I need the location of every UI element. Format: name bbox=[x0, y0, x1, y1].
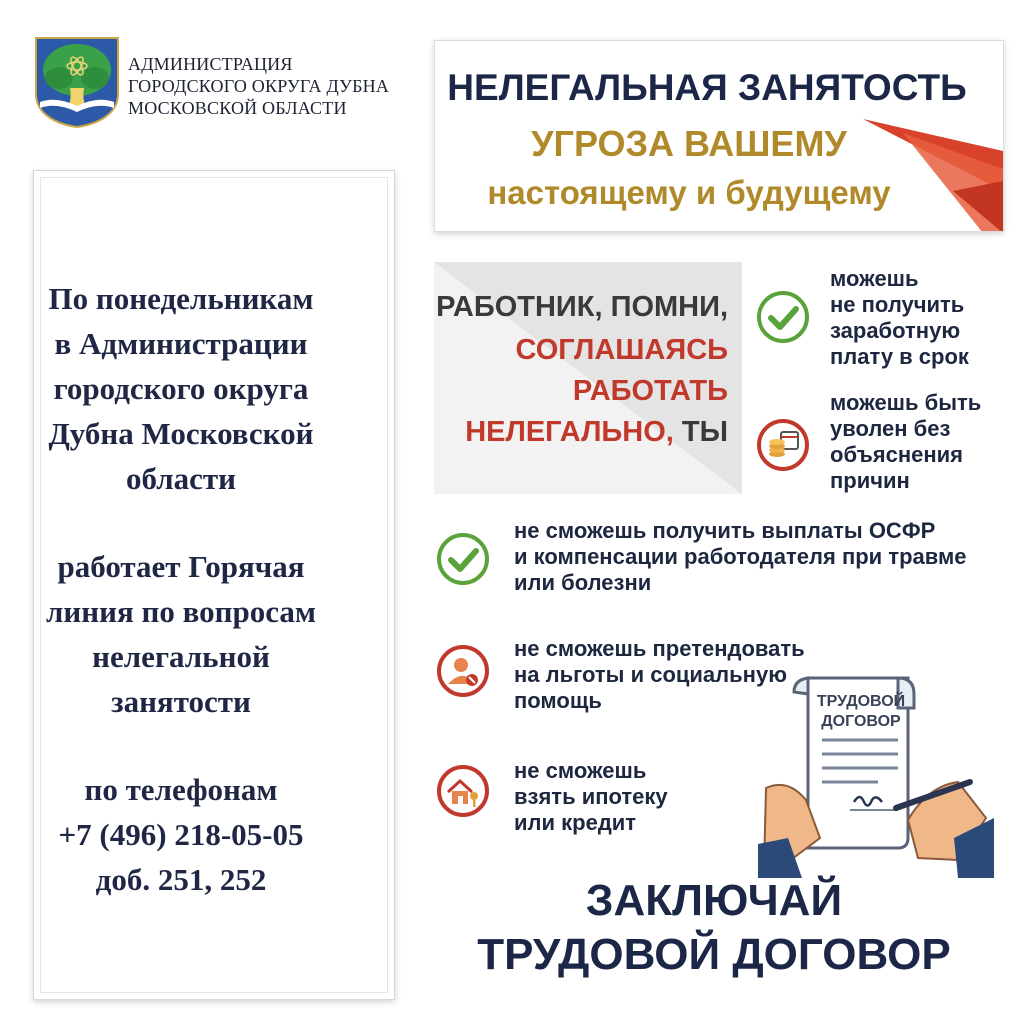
info-line: по телефонам bbox=[84, 772, 278, 807]
org-line-2: ГОРОДСКОГО ОКРУГА ДУБНА bbox=[128, 76, 390, 96]
person-blocked-icon bbox=[436, 644, 490, 698]
phone-number: +7 (496) 218-05-05 bbox=[58, 817, 304, 852]
organization-name bbox=[128, 53, 389, 119]
info-line: в Администрации bbox=[54, 326, 308, 361]
contract-label-line-1: ТРУДОВОЙ bbox=[816, 693, 906, 710]
cta-line-1: ЗАКЛЮЧАЙ bbox=[585, 876, 843, 925]
worker-line-4a: НЕЛЕГАЛЬНО, bbox=[465, 416, 674, 448]
dubna-coat-of-arms-icon bbox=[34, 36, 120, 128]
worker-line-1: РАБОТНИК, ПОМНИ, bbox=[436, 291, 728, 323]
info-hotline bbox=[0, 544, 362, 724]
info-phones bbox=[0, 767, 362, 902]
title-line-2: УГРОЗА ВАШЕМУ bbox=[531, 123, 847, 164]
info-line: области bbox=[126, 461, 236, 496]
info-line: По понедельникам bbox=[48, 281, 314, 316]
consequence-5-text: не сможешь взять ипотеку или кредит bbox=[514, 758, 668, 835]
house-key-icon bbox=[436, 764, 490, 818]
info-line: нелегальной bbox=[92, 639, 270, 674]
consequence-2-text: можешь быть уволен без объяснения причин bbox=[830, 390, 982, 493]
worker-line-3: РАБОТАТЬ bbox=[572, 375, 728, 407]
info-line: Дубна Московской bbox=[48, 416, 314, 451]
info-schedule bbox=[0, 276, 362, 501]
info-line: линия по вопросам bbox=[46, 594, 316, 629]
info-line: работает Горячая bbox=[57, 549, 305, 584]
consequence-1-text: можешь не получить заработную плату в срок bbox=[830, 266, 969, 369]
contract-label bbox=[806, 692, 916, 732]
worker-line-4b: ТЫ bbox=[681, 416, 728, 448]
info-line: городского округа bbox=[53, 371, 309, 406]
title-banner bbox=[434, 40, 1004, 232]
info-line: занятости bbox=[111, 684, 251, 719]
check-icon bbox=[436, 532, 490, 586]
phone-extension: доб. 251, 252 bbox=[95, 862, 267, 897]
org-line-1: АДМИНИСТРАЦИЯ bbox=[128, 54, 293, 74]
consequence-3-text: не сможешь получить выплаты ОСФР и компенсации работодателя при травме или болезни bbox=[514, 518, 967, 595]
coins-calendar-icon bbox=[756, 418, 810, 472]
check-icon bbox=[756, 290, 810, 344]
title-line-3: настоящему и будущему bbox=[487, 174, 891, 211]
consequence-4-text: не сможешь претендовать на льготы и социальную помощь bbox=[514, 636, 805, 713]
worker-line-2: СОГЛАШАЯСЬ bbox=[515, 334, 728, 366]
org-line-3: МОСКОВСКОЙ ОБЛАСТИ bbox=[128, 98, 347, 118]
cta-line-2: ТРУДОВОЙ ДОГОВОР bbox=[477, 930, 951, 979]
title-line-1: НЕЛЕГАЛЬНАЯ ЗАНЯТОСТЬ bbox=[447, 67, 967, 108]
contract-label-line-2: ДОГОВОР bbox=[821, 713, 901, 730]
worker-line-4 bbox=[465, 415, 728, 449]
